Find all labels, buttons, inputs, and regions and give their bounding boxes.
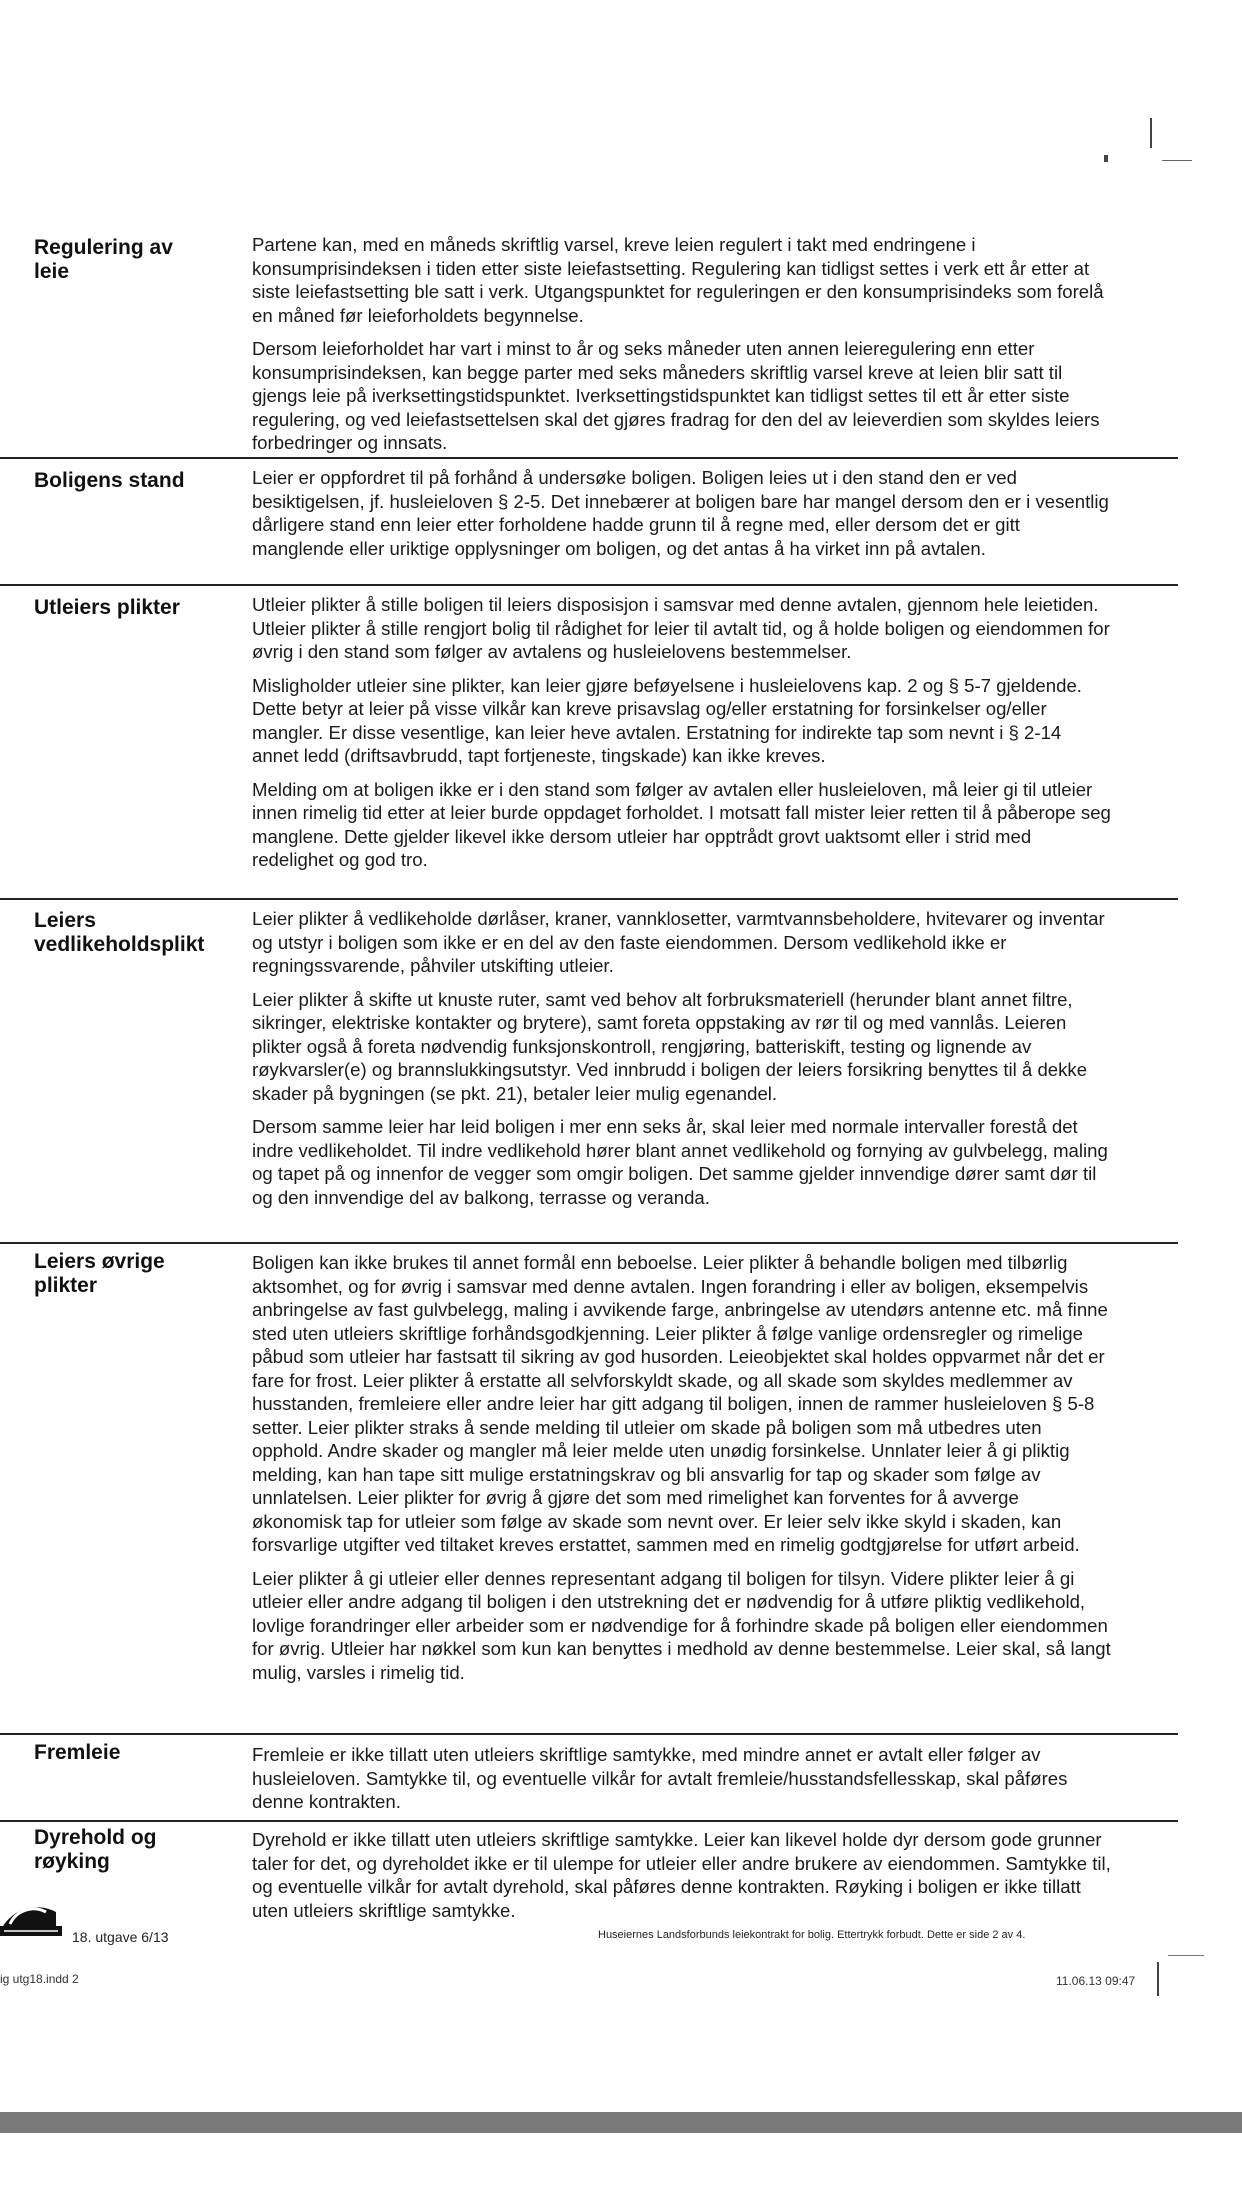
section-divider [0,1242,1178,1244]
section-heading-regulering: Regulering av leie [34,236,173,283]
section-heading-fremleie: Fremleie [34,1741,121,1764]
paragraph: Boligen kan ikke brukes til annet formål enn beboelse. Leier plikter å behandle boligen med tilbørlig aktsomhet, og for øvrig i samsvar med denne avtalen. Ingen forandring i eller av boligen, eksempelvis anbringelse av fast gulvbelegg, maling i avvikende farge, anbringelse av utendørs antenne etc. må finne sted uten utleiers skriftlige forhåndsgodkjenning. Leier plikter å følge vanlige ordensregler og rimelige påbud som utleier har fastsatt til sikring av god husorden. Leieobjektet skal holdes oppvarmet når det er fare for frost. Leier plikter å erstatte all selvforskyldt skade, og all skade som skyldes medlemmer av husstanden, fremleiere eller andre leier har gitt adgang til boligen, innen de rammer husleieloven § 5-8 setter. Leier plikter straks å sende melding til utleier om skade på boligen som må utbedres uten opphold. Andre skader og mangler må leier melde uten unødig forsinkelse. Unnlater leier å gi pliktig melding, kan han tape sitt mulige erstatningskrav og bli ansvarlig for tap og skader som følge av unnlatelsen. Leier plikter for øvrig å gjøre det som med rimelighet kan forventes for å avverge økonomisk tap for utleier som følge av skade som nevnt over. Er leier selv ikke skyld i skaden, kan forsvarlige utgifter ved tiltaket kreves erstattet, sammen med en rimelig godtgjørelse for utført arbeid. [252,1252,1108,1555]
paragraph: Dyrehold er ikke tillatt uten utleiers skriftlige samtykke. Leier kan likevel holde dyr dersom gode grunner taler for det, og dyreholdet ikke er til ulempe for utleier eller andre brukere av eiendommen. Samtykke til, og eventuelle vilkår for avtalt dyrehold, skal påføres denne kontrakten. Røyking i boligen er ikke tillatt uten utleiers skriftlige samtykke. [252,1829,1111,1921]
section-divider [0,898,1178,900]
scan-border-bar [0,2112,1242,2133]
paragraph: Leier er oppfordret til på forhånd å undersøke boligen. Boligen leies ut i den stand den er ved besiktigelsen, jf. husleieloven § 2-5. Det innebærer at boligen bare har mangel dersom den er i vesentlig dårligere stand enn leier etter forholdene hadde grunn til å regne med, eller dersom det er gitt manglende eller uriktige opplysninger om boligen, og det antas å ha virket inn på avtalen. [252,467,1109,559]
paragraph: Misligholder utleier sine plikter, kan leier gjøre beføyelsene i husleielovens kap. 2 og § 5-7 gjeldende. Dette betyr at leier på visse vilkår kan kreve prisavslag og/eller erstatning for forsinkelser og/eller mangler. Er disse vesentlige, kan leier heve avtalen. Erstatning for indirekte tap som nevnt i § 2-14 annet ledd (driftsavbrudd, tapt fortjeneste, tingskade) kan ikke kreves. [252,674,1082,766]
section-body-utleiers-plikter [252,593,1112,882]
crop-mark [1150,118,1152,148]
paragraph: Leier plikter å gi utleier eller dennes representant adgang til boligen for tilsyn. Videre plikter leier å gi utleier eller andre adgang til boligen i den utstrekning det er nødvendig for å utføre pliktig vedlikehold, lovlige forandringer eller arbeider som er nødvendige for å forhindre skade på boligen eller eiendommen for øvrig. Utleier har nøkkel som kun kan benyttes i medhold av denne bestemmelse. Leier skal, så langt mulig, varsles i rimelig tid. [252,1567,1111,1683]
crop-mark [1162,160,1192,161]
print-timestamp: 11.06.13 09:47 [1056,1974,1136,1988]
paragraph: Dersom samme leier har leid boligen i mer enn seks år, skal leier med normale intervaller forestå det indre vedlikeholdet. Til indre vedlikehold hører blant annet vedlikehold og fornying av gulvbelegg, maling og tapet på og innenfor de vegger som omgir boligen. Det samme gjelder innvendige dører samt dør til og den innvendige del av balkong, terrasse og veranda. [252,1116,1108,1208]
paragraph: Partene kan, med en måneds skriftlig varsel, kreve leien regulert i takt med endringene i konsumprisindeksen i tiden etter siste leiefastsetting. Regulering kan tidligst settes i verk ett år etter at siste leiefastsetting ble satt i verk. Utgangspunktet for reguleringen er den konsumprisindeks som forelå en måned før leieforholdets begynnelse. [252,234,1104,326]
paragraph: Leier plikter å skifte ut knuste ruter, samt ved behov alt forbruksmateriell (herunder blant annet filtre, sikringer, elektriske kontakter og brytere), samt foreta oppstaking av rør til og med vannlås. Leieren plikter også å foreta nødvendig funksjonskontroll, rengjøring, batteriskift, testing og lignende av røykvarsler(e) og brannslukkingsutstyr. Ved innbrudd i boligen der leiers forsikring benyttes til å dekke skader på bygningen (se pkt. 21), betaler leier mulig egenandel. [252,988,1088,1104]
publisher-note: Huseiernes Landsforbunds leiekontrakt for bolig. Ettertrykk forbudt. Dette er side 2 av 4. [598,1929,1026,1941]
section-body-regulering [252,233,1112,465]
section-body-vedlikeholdsplikt [252,907,1112,1219]
section-divider [0,457,1178,459]
section-body-ovrige-plikter [252,1251,1112,1694]
paragraph: Leier plikter å vedlikeholde dørlåser, kraner, vannklosetter, varmtvannsbeholdere, hvitevarer og inventar og utstyr i boligen som ikke er en del av den faste eiendommen. Dersom vedlikehold ikke er regningssvarende, påhviler utskifting utleier. [252,908,1105,976]
section-heading-utleiers-plikter: Utleiers plikter [34,596,180,619]
huseiernes-landsforbund-logo-icon [0,1882,62,1936]
section-divider [0,584,1178,586]
paragraph: Fremleie er ikke tillatt uten utleiers skriftlige samtykke, med mindre annet er avtalt eller følger av husleieloven. Samtykke til, og eventuelle vilkår for avtalt fremleie/husstandsfellesskap, skal påføres denne kontrakten. [252,1744,1068,1812]
crop-mark [1168,1955,1204,1956]
section-body-fremleie [252,1743,1112,1824]
scan-speck [1104,155,1108,162]
section-divider [0,1820,1178,1822]
section-heading-boligens-stand: Boligens stand [34,469,185,492]
section-heading-dyrehold: Dyrehold og røyking [34,1826,157,1873]
paragraph: Utleier plikter å stille boligen til leiers disposisjon i samsvar med denne avtalen, gjennom hele leietiden. Utleier plikter å stille rengjort bolig til rådighet for leier til avtalt tid, og å holde boligen og eiendommen for øvrig i den stand som følger av avtalens og husleielovens bestemmelser. [252,594,1110,662]
section-body-boligens-stand [252,466,1112,570]
edition-label: 18. utgave 6/13 [72,1929,169,1945]
section-heading-vedlikeholdsplikt: Leiers vedlikeholdsplikt [34,909,205,956]
file-slug: ig utg18.indd 2 [0,1972,79,1986]
paragraph: Dersom leieforholdet har vart i minst to år og seks måneder uten annen leieregulering enn etter konsumprisindeksen, kan begge parter med seks måneders skriftlig varsel kreve at leien blir satt til gjengs leie på iverksettingstidspunktet. Iverksettingstidspunktet kan tidligst settes til ett år etter siste regulering, og ved leiefastsettelsen skal det gjøres fradrag for den del av leieverdien som skyldes leiers forbedringer og innsats. [252,338,1100,453]
section-body-dyrehold [252,1828,1112,1932]
section-heading-ovrige-plikter: Leiers øvrige plikter [34,1250,165,1297]
section-divider [0,1733,1178,1735]
crop-mark [1157,1962,1159,1996]
paragraph: Melding om at boligen ikke er i den stand som følger av avtalen eller husleieloven, må leier gi til utleier innen rimelig tid etter at leier burde oppdaget forholdet. I motsatt fall mister leier retten til å påberope seg manglene. Dette gjelder likevel ikke dersom utleier har opptrådt grovt uaktsomt eller i strid med redelighet og god tro. [252,778,1111,870]
